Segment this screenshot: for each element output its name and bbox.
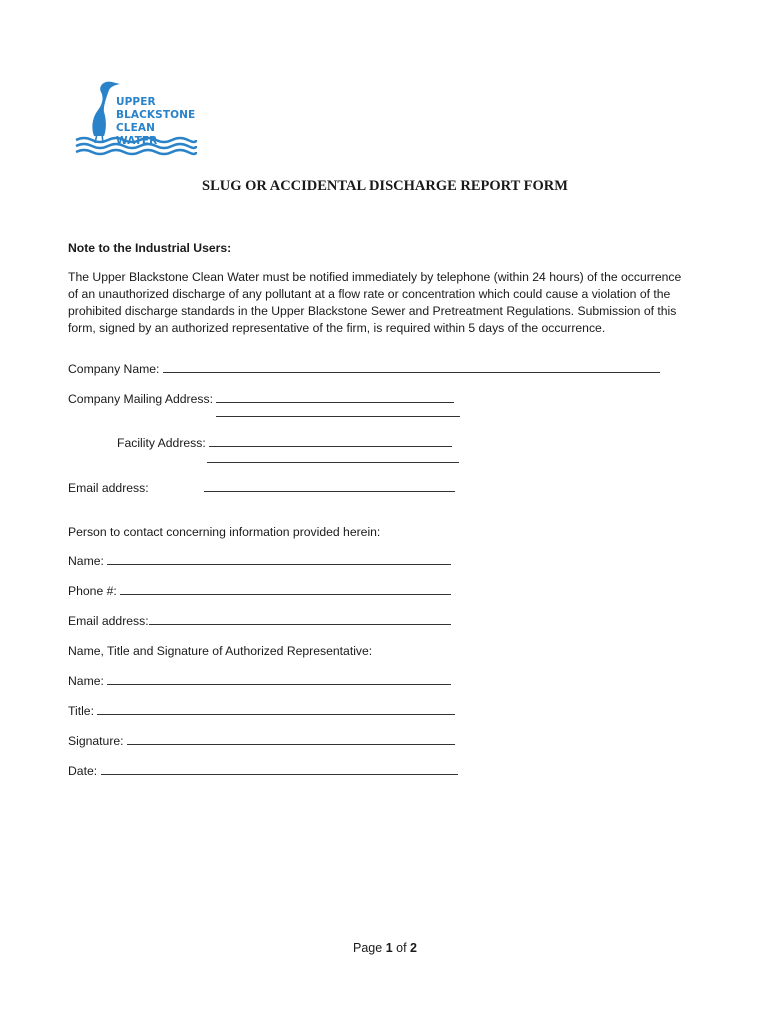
page-word: Page <box>353 941 383 955</box>
note-heading: Note to the Industrial Users: <box>68 241 232 255</box>
company-name-field[interactable] <box>163 361 660 373</box>
rep-name-label: Name: <box>68 674 104 688</box>
company-email-label: Email address: <box>68 481 149 495</box>
rep-date-field[interactable] <box>101 763 458 775</box>
representative-heading: Name, Title and Signature of Authorized Representative: <box>68 644 373 658</box>
page-total: 2 <box>410 941 417 955</box>
rep-signature-row <box>68 733 455 749</box>
note-line: of an unauthorized discharge of any pollutant at a flow rate or concentration which could cause a violation of the <box>68 287 671 301</box>
mailing-address-field[interactable] <box>216 391 454 403</box>
rep-date-row <box>68 763 458 779</box>
rep-date-label: Date: <box>68 764 98 778</box>
contact-name-row <box>68 553 451 569</box>
facility-address-label: Facility Address: <box>117 436 206 450</box>
company-email-field[interactable] <box>204 491 455 492</box>
contact-name-field[interactable] <box>107 553 451 565</box>
logo-line-2: BLACKSTONE <box>116 109 196 121</box>
note-paragraph <box>68 269 681 337</box>
note-line: prohibited discharge standards in the Upper Blackstone Sewer and Pretreatment Regulations. Submission of this <box>68 304 677 318</box>
logo <box>74 80 200 156</box>
rep-name-row <box>68 673 451 689</box>
contact-name-label: Name: <box>68 554 104 568</box>
page-title: SLUG OR ACCIDENTAL DISCHARGE REPORT FORM <box>202 178 568 194</box>
page-number: 1 <box>385 941 393 955</box>
mailing-address-row <box>68 391 454 407</box>
mailing-address-label: Company Mailing Address: <box>68 392 213 406</box>
company-name-label: Company Name: <box>68 362 160 376</box>
page-footer <box>0 941 770 955</box>
facility-address-field-2[interactable] <box>207 462 459 463</box>
rep-title-field[interactable] <box>97 703 455 715</box>
mailing-address-field-2[interactable] <box>216 416 460 417</box>
contact-phone-row <box>68 583 451 599</box>
rep-title-row <box>68 703 455 719</box>
contact-phone-label: Phone #: <box>68 584 117 598</box>
facility-address-field[interactable] <box>209 435 452 447</box>
note-line: The Upper Blackstone Clean Water must be notified immediately by telephone (within 24 hours) of the occurrence <box>68 270 682 284</box>
contact-email-field[interactable] <box>149 613 451 625</box>
facility-address-row <box>117 435 452 451</box>
company-name-row <box>68 361 660 377</box>
rep-signature-label: Signature: <box>68 734 124 748</box>
contact-email-label: Email address: <box>68 614 149 628</box>
contact-phone-field[interactable] <box>120 583 451 595</box>
logo-line-1: UPPER <box>116 96 156 108</box>
rep-title-label: Title: <box>68 704 94 718</box>
contact-email-row <box>68 613 451 629</box>
rep-name-field[interactable] <box>107 673 451 685</box>
note-line: form, signed by an authorized representative of the firm, is required within 5 days of the occurrence. <box>68 321 606 335</box>
rep-signature-field[interactable] <box>127 733 455 745</box>
contact-heading: Person to contact concerning information provided herein: <box>68 525 381 539</box>
of-word: of <box>396 941 407 955</box>
logo-line-3: CLEAN WATER <box>116 122 158 147</box>
